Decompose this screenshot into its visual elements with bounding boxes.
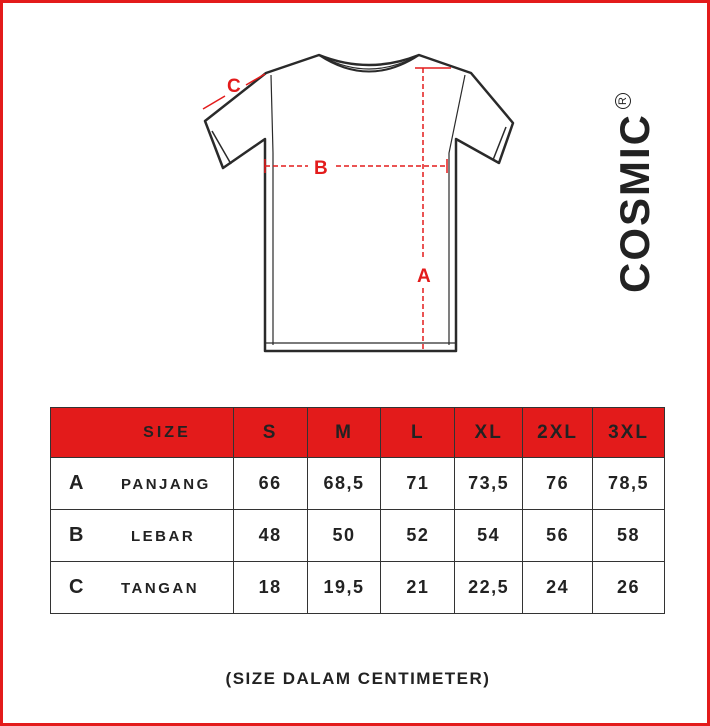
row-letter: A [69, 472, 85, 494]
row-name: LEBAR [131, 528, 196, 545]
label-c: C [227, 76, 241, 97]
label-a: A [417, 266, 431, 287]
table-cell: 68,5 [307, 458, 381, 510]
table-cell: 71 [381, 458, 455, 510]
table-row [51, 458, 665, 510]
brand-logo [611, 93, 659, 293]
table-cell: 54 [455, 510, 523, 562]
size-table [50, 407, 665, 614]
table-cell: 56 [523, 510, 593, 562]
table-cell: 48 [233, 510, 307, 562]
table-row [51, 562, 665, 614]
row-name: PANJANG [121, 476, 211, 493]
table-cell: 26 [593, 562, 665, 614]
row-name: TANGAN [121, 580, 200, 597]
header-size-l: L [381, 408, 455, 458]
table-cell: 58 [593, 510, 665, 562]
table-cell: 50 [307, 510, 381, 562]
table-cell: 76 [523, 458, 593, 510]
tshirt-diagram [198, 48, 518, 358]
registered-mark-icon: R [615, 93, 631, 109]
table-cell: 21 [381, 562, 455, 614]
table-row [51, 510, 665, 562]
table-cell: 66 [233, 458, 307, 510]
row-letter: C [69, 576, 85, 598]
table-cell: 19,5 [307, 562, 381, 614]
table-cell: 24 [523, 562, 593, 614]
table-cell: 52 [381, 510, 455, 562]
brand-name: COSMIC [611, 113, 658, 293]
table-cell: 73,5 [455, 458, 523, 510]
header-size-m: M [307, 408, 381, 458]
table-cell: 22,5 [455, 562, 523, 614]
header-size-2xl: 2XL [523, 408, 593, 458]
footnote: (SIZE DALAM CENTIMETER) [225, 669, 491, 688]
header-size-3xl: 3XL [593, 408, 665, 458]
label-b: B [314, 158, 328, 179]
header-size-xl: XL [455, 408, 523, 458]
header-size: SIZE [51, 408, 234, 458]
header-size-s: S [233, 408, 307, 458]
table-cell: 78,5 [593, 458, 665, 510]
tshirt-outline [205, 55, 513, 351]
row-letter: B [69, 524, 85, 546]
table-cell: 18 [233, 562, 307, 614]
table-header-row [51, 408, 665, 458]
